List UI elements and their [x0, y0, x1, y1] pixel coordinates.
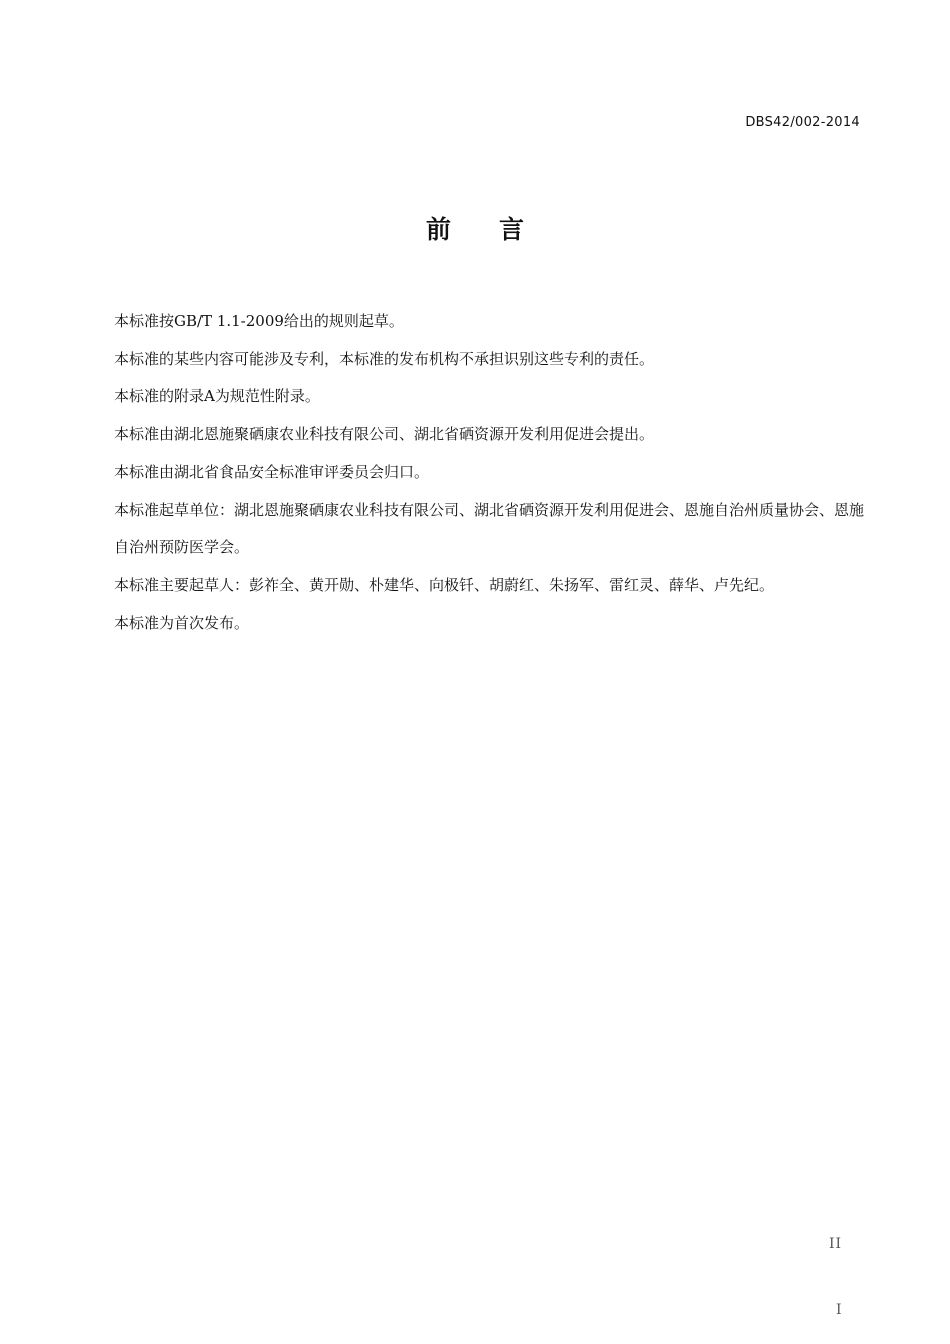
paragraph-drafters: 本标准主要起草人：彭祚全、黄开勋、朴建华、向极钎、胡蔚红、朱扬军、雷红灵、薛华、卢先纪。 [114, 575, 775, 594]
paragraph-drafting-units: 本标准起草单位：湖北恩施聚硒康农业科技有限公司、湖北省硒资源开发利用促进会、恩施自治州质量协会、恩施自治州预防医学会。 [114, 500, 865, 557]
page-number-roman-i: I [836, 1302, 842, 1318]
paragraph-first-release: 本标准为首次发布。 [114, 613, 250, 632]
paragraph-administrator: 本标准由湖北省食品安全标准审评委员会归口。 [114, 462, 430, 481]
page-title: 前言 [425, 215, 572, 244]
paragraph-appendix: 本标准的附录A为规范性附录。 [114, 387, 320, 406]
foreword-body [114, 303, 874, 642]
paragraph-proposer: 本标准由湖北恩施聚硒康农业科技有限公司、湖北省硒资源开发利用促进会提出。 [114, 425, 655, 444]
document-code: DBS42/002-2014 [745, 115, 860, 130]
paragraph-patent-notice: 本标准的某些内容可能涉及专利，本标准的发布机构不承担识别这些专利的责任。 [114, 349, 655, 368]
page-number-roman-ii: II [829, 1236, 843, 1252]
paragraph-drafting-rules: 本标准按GB/T 1.1-2009给出的规则起草。 [114, 312, 404, 330]
